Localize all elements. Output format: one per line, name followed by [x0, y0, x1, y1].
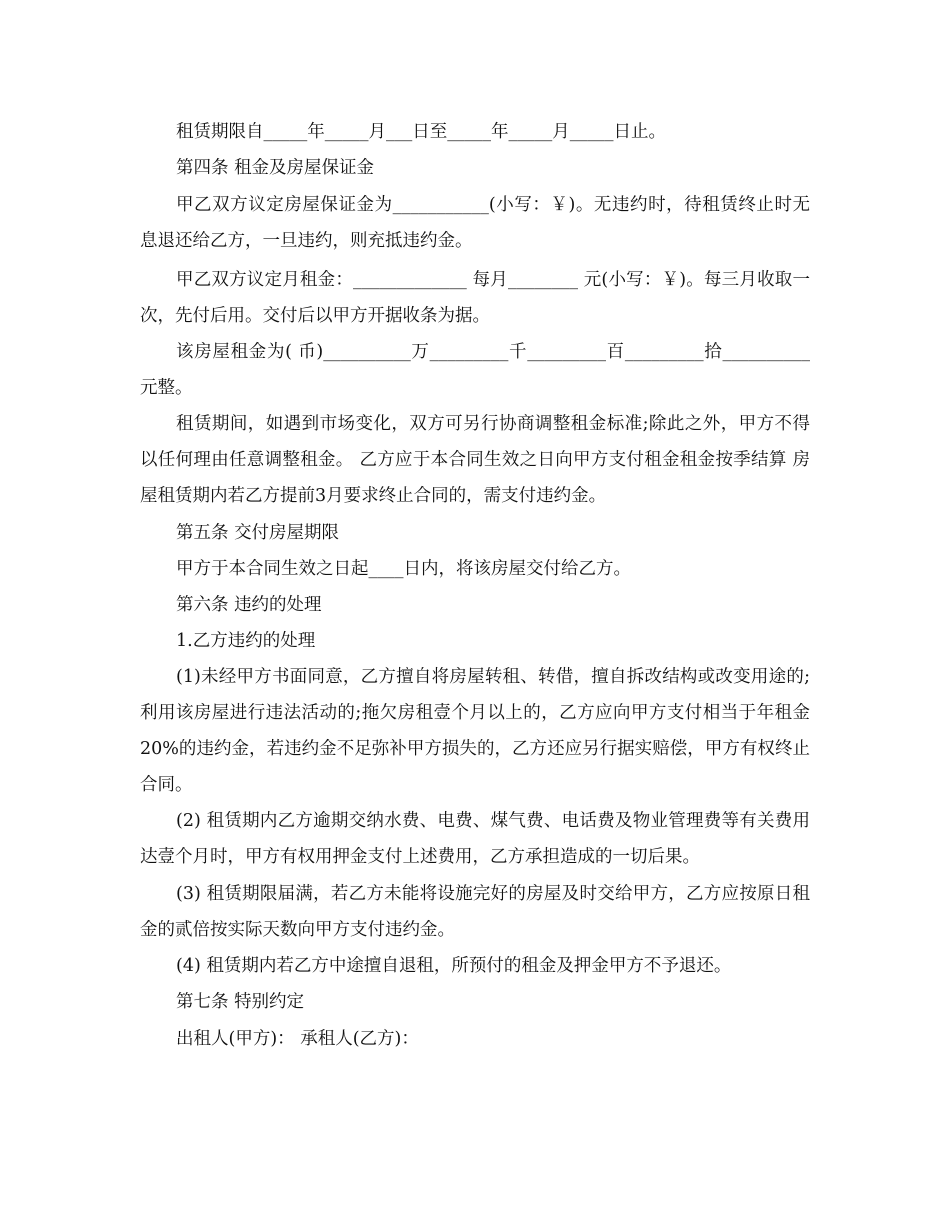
clause-1-paragraph: (1)未经甲方书面同意，乙方擅自将房屋转租、转借，擅自拆改结构或改变用途的;利用该房屋进行违法活动的;拖欠房租壹个月以上的，乙方应向甲方支付相当于年租金20%的违约金，若违约金不足弥补甲方损失的，乙方还应另行据实赔偿，甲方有权终止合同。	[140, 667, 810, 795]
article-6-heading: 第六条 违约的处理	[176, 595, 322, 615]
delivery-paragraph: 甲方于本合同生效之日起____日内，将该房屋交付给乙方。	[176, 559, 631, 579]
rent-amount-paragraph: 该房屋租金为( 币)__________万_________千_________百_________拾__________元整。	[140, 342, 810, 398]
monthly-rent-paragraph: 甲乙双方议定月租金：_____________ 每月________ 元(小写：￥)。每三月收取一次，先付后用。交付后以甲方开据收条为据。	[140, 270, 810, 326]
clause-4-paragraph: (4) 租赁期内若乙方中途擅自退租，所预付的租金及押金甲方不予退还。	[176, 956, 732, 976]
article-5-heading: 第五条 交付房屋期限	[176, 523, 340, 543]
deposit-paragraph: 甲乙双方议定房屋保证金为___________(小写：￥)。无违约时，待租赁终止时无息退还给乙方，一旦违约，则充抵违约金。	[140, 195, 810, 251]
clause-2-paragraph: (2) 租赁期内乙方逾期交纳水费、电费、煤气费、电话费及物业管理费等有关费用达壹个月时，甲方有权用押金支付上述费用，乙方承担造成的一切后果。	[140, 811, 810, 867]
article-4-heading: 第四条 租金及房屋保证金	[176, 158, 375, 178]
rent-adjustment-paragraph: 租赁期间，如遇到市场变化，双方可另行协商调整租金标准;除此之外，甲方不得以任何理由任意调整租金。 乙方应于本合同生效之日向甲方支付租金租金按季结算 房屋租赁期内若乙方提前3月要求终止合同的，需支付违约金。	[140, 414, 810, 506]
tenant-breach-heading: 1.乙方违约的处理	[176, 631, 316, 651]
article-7-heading: 第七条 特别约定	[176, 992, 305, 1012]
lease-term-paragraph: 租赁期限自_____年_____月___日至_____年_____月_____日止。	[176, 122, 666, 142]
clause-3-paragraph: (3) 租赁期限届满，若乙方未能将设施完好的房屋及时交给甲方，乙方应按原日租金的贰倍按实际天数向甲方支付违约金。	[140, 884, 810, 940]
signature-line: 出租人(甲方)： 承租人(乙方)：	[176, 1029, 419, 1049]
